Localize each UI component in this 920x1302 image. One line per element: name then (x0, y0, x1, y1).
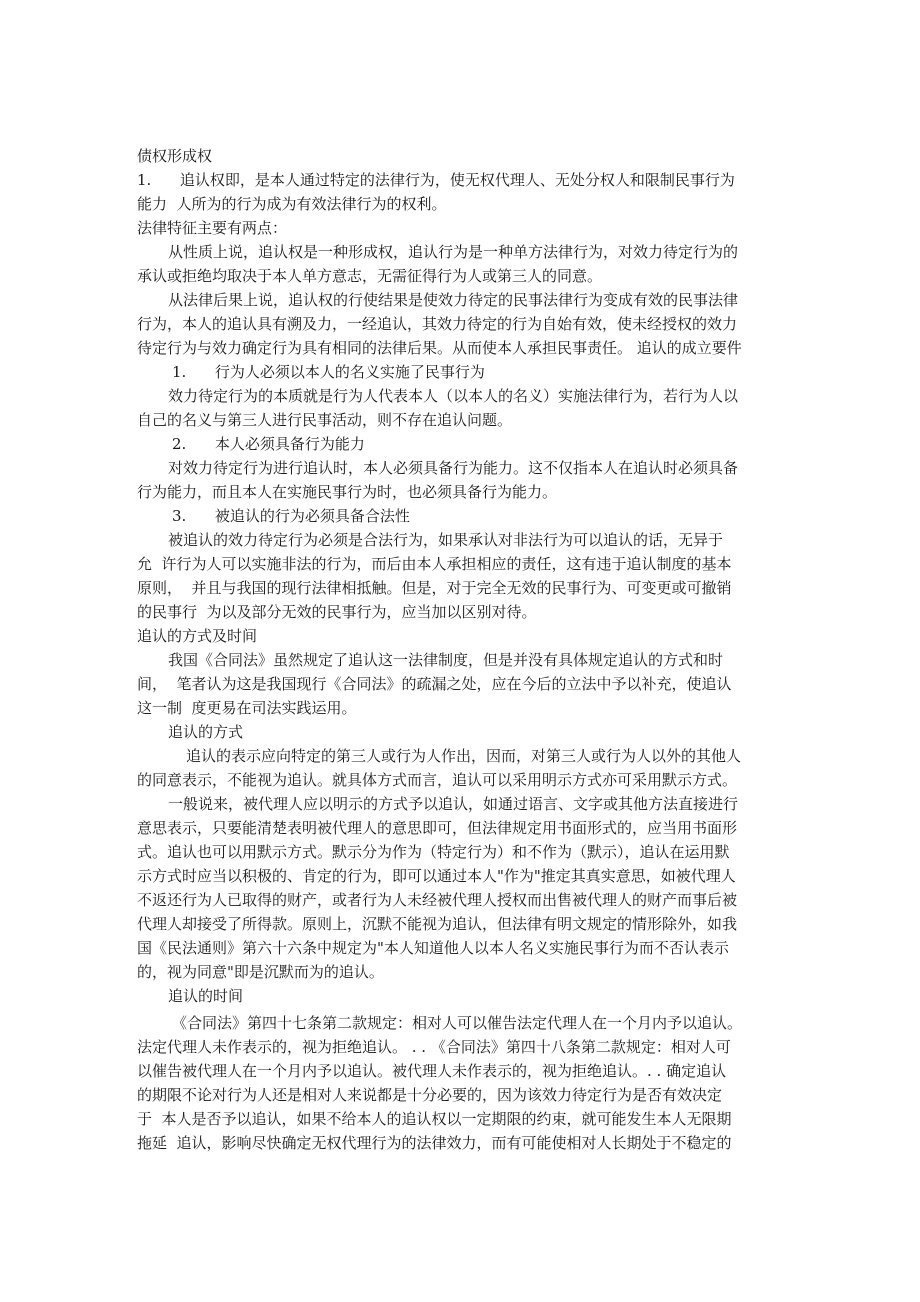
text-line: 原则， 并且与我国的现行法律相抵触。但是，对于完全无效的民事行为、可变更或可撤销 (137, 579, 732, 597)
text-line: 允 许行为人可以实施非法的行为，而后由本人承担相应的责任，这有违于追认制度的基本 (137, 555, 732, 573)
text-line: 1. 追认权即，是本人通过特定的法律行为，使无权代理人、无处分权人和限制民事行为 (137, 171, 735, 189)
text-line: 效力待定行为的本质就是行为人代表本人（以本人的名义）实施法律行为，若行为人以 (168, 387, 739, 405)
text-line: 这一制 度更易在司法实践运用。 (137, 699, 357, 717)
text-line: 式。追认也可以用默示方式。默示分为作为（特定行为）和不作为（默示），追认在运用默 (137, 843, 730, 861)
list-item-heading: 1. 行为人必须以本人的名义实施了民事行为 (172, 363, 485, 381)
text-line: 对效力待定行为进行追认时，本人必须具备行为能力。这不仅指本人在追认时必须具备 (168, 459, 739, 477)
text-line: 被追认的效力待定行为必须是合法行为，如果承认对非法行为可以追认的话，无异于 (168, 531, 724, 549)
text-line: 的，视为同意"即是沉默而为的追认。 (137, 963, 384, 981)
text-line: 间， 笔者认为这是我国现行《合同法》的疏漏之处，应在今后的立法中予以补充，使追认 (137, 675, 732, 693)
text-line: 以催告被代理人在一个月内予以追认。被代理人未作表示的，视为拒绝追认。. . 确定追认 (137, 1062, 727, 1080)
text-line: 《合同法》第四十七条第二款规定：相对人可以催告法定代理人在一个月内予以追认。 (172, 1014, 743, 1032)
list-item-heading: 2. 本人必须具备行为能力 (172, 435, 365, 453)
text-line: 能力 人所为的行为成为有效法律行为的权利。 (137, 195, 447, 213)
text-line: 的民事行 为以及部分无效的民事行为，应当加以区别对待。 (137, 603, 537, 621)
text-line: 示方式时应当以积极的、肯定的行为，即可以通过本人"作为"推定其真实意思，如被代理人 (137, 867, 736, 885)
text-line: 从性质上说，追认权是一种形成权，追认行为是一种单方法律行为，对效力待定行为的 (168, 243, 739, 261)
section-heading: 追认的方式及时间 (137, 627, 258, 645)
text-line: 待定行为与效力确定行为具有相同的法律后果。从而使本人承担民事责任。 追认的成立要件 (137, 339, 742, 357)
text-line: 承认或拒绝均取决于本人单方意志，无需征得行为人或第三人的同意。 (137, 267, 603, 285)
text-line: 意思表示，只要能清楚表明被代理人的意思即可，但法律规定用书面形式的，应当用书面形 (137, 819, 738, 837)
text-line: 代理人却接受了所得款。原则上，沉默不能视为追认，但法律有明文规定的情形除外，如我 (137, 915, 738, 933)
subsection-heading: 追认的方式 (168, 723, 244, 741)
text-line: 的期限不论对行为人还是相对人来说都是十分必要的，因为该效力待定行为是否有效决定 (137, 1086, 723, 1104)
text-line: 法定代理人未作表示的，视为拒绝追认。 . . 《合同法》第四十八条第二款规定：相对人可 (137, 1038, 731, 1056)
text-line: 一般说来，被代理人应以明示的方式予以追认，如通过语言、文字或其他方法直接进行 (168, 795, 739, 813)
section-heading: 法律特征主要有两点： (137, 219, 288, 237)
text-line: 行为能力，而且本人在实施民事行为时，也必须具备行为能力。 (137, 483, 558, 501)
text-line: 的同意表示，不能视为追认。就具体方式而言，追认可以采用明示方式亦可采用默示方式。 (137, 771, 738, 789)
text-line: 不返还行为人已取得的财产，或者行为人未经被代理人授权而出售被代理人的财产而事后被 (137, 891, 738, 909)
text-line: 自己的名义与第三人进行民事活动，则不存在追认问题。 (137, 411, 513, 429)
text-line: 拖延 追认，影响尽快确定无权代理行为的法律效力，而有可能使相对人长期处于不稳定的 (137, 1134, 732, 1152)
document-title: 债权形成权 (137, 147, 213, 165)
text-line: 追认的表示应向特定的第三人或行为人作出，因而，对第三人或行为人以外的其他人 (186, 747, 742, 765)
list-item-heading: 3. 被追认的行为必须具备合法性 (172, 507, 410, 525)
text-line: 行为，本人的追认具有溯及力，一经追认，其效力待定的行为自始有效，使未经授权的效力 (137, 315, 738, 333)
text-line: 从法律后果上说，追认权的行使结果是使效力待定的民事法律行为变成有效的民事法律 (168, 291, 739, 309)
text-line: 于 本人是否予以追认，如果不给本人的追认权以一定期限的约束，就可能发生本人无限期 (137, 1110, 732, 1128)
text-line: 国《民法通则》第六十六条中规定为"本人知道他人以本人名义实施民事行为而不否认表示 (137, 939, 729, 957)
subsection-heading: 追认的时间 (168, 987, 244, 1005)
text-line: 我国《合同法》虽然规定了追认这一法律制度，但是并没有具体规定追认的方式和时 (168, 651, 724, 669)
